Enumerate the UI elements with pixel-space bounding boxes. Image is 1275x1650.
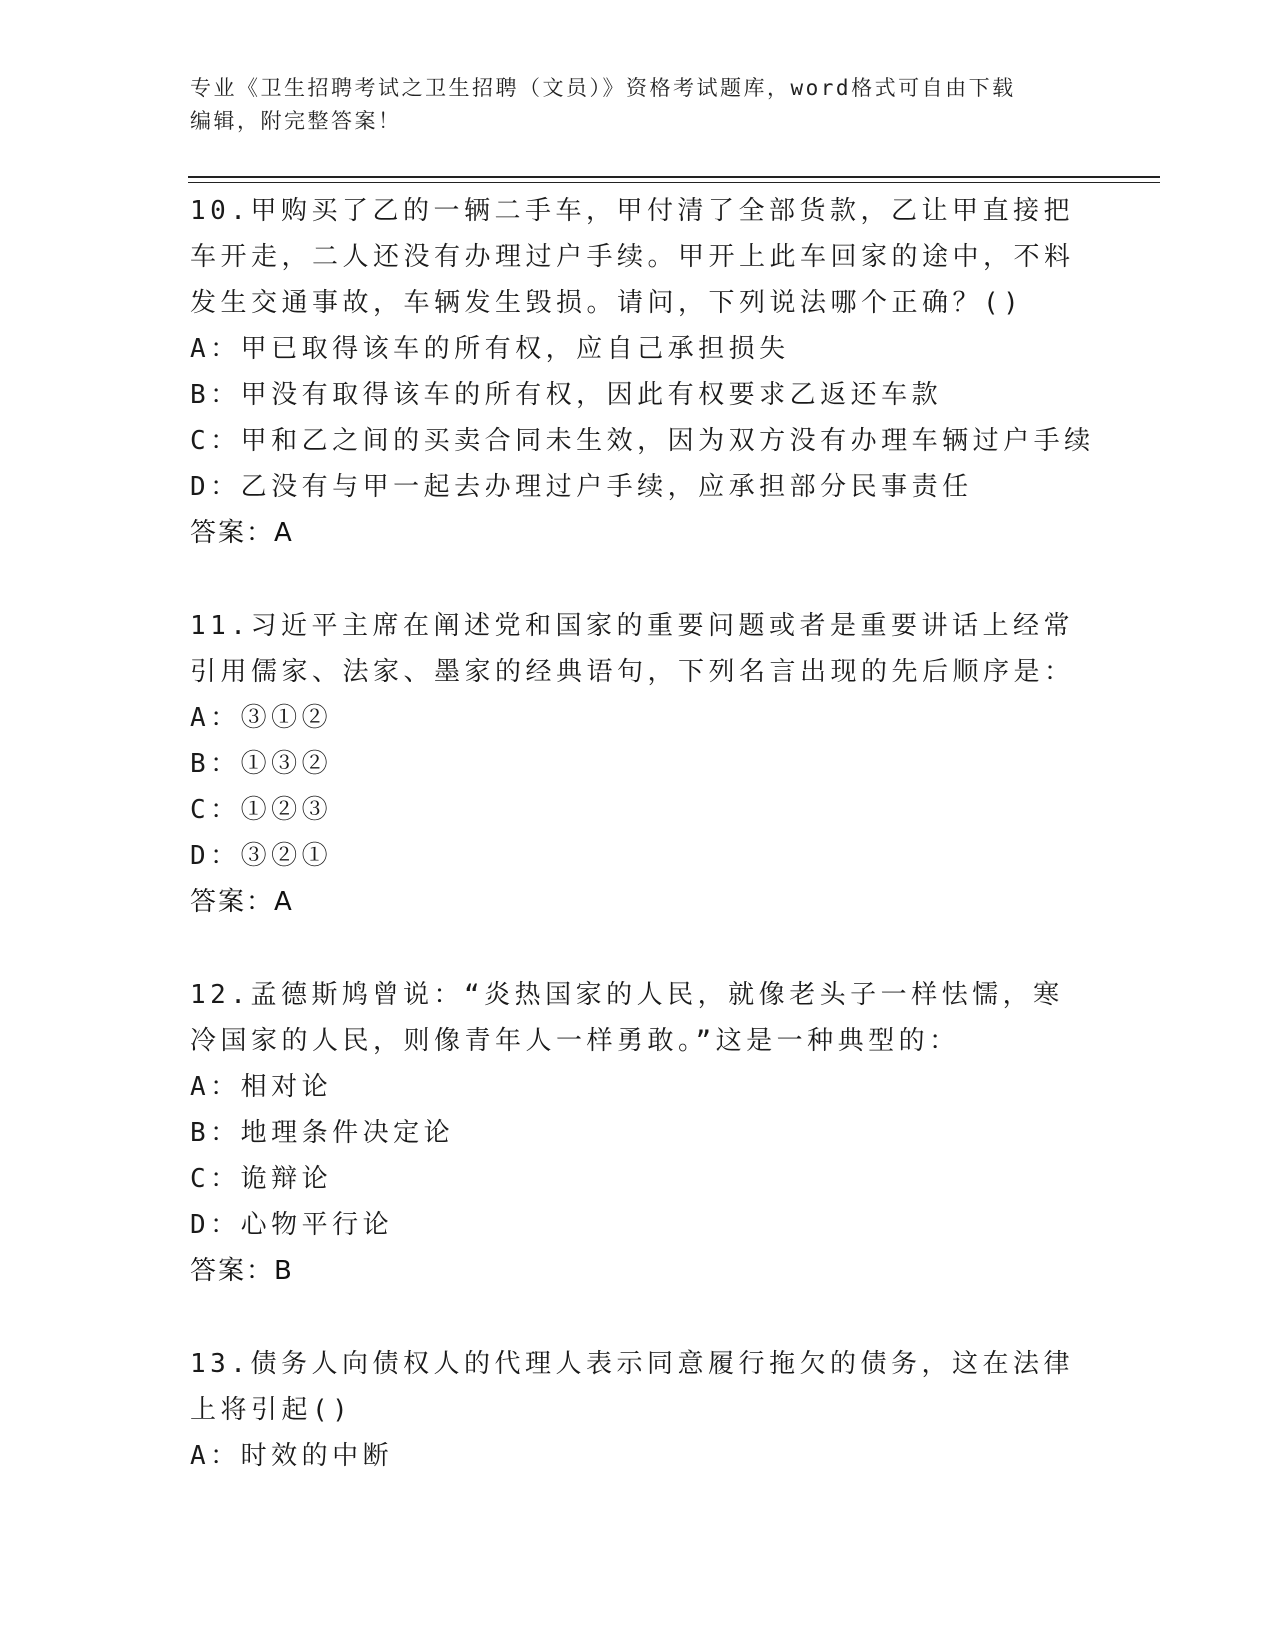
answer-text: 答案：A <box>190 887 294 917</box>
option-b: B：①③② <box>190 749 333 779</box>
option-a: A：相对论 <box>190 1072 333 1102</box>
option-d: D：乙没有与甲一起去办理过户手续，应承担部分民事责任 <box>190 472 973 502</box>
question-text: 10.甲购买了乙的一辆二手车，甲付清了全部货款，乙让甲直接把车开走，二人还没有办理过户手续。甲开上此车回家的途中，不料发生交通事故，车辆发生毁损。请问，下列说法哪个正确？() <box>190 196 1075 318</box>
question-text: 13.债务人向债权人的代理人表示同意履行拖欠的债务，这在法律上将引起() <box>190 1349 1074 1425</box>
option-c: C：诡辩论 <box>190 1164 333 1194</box>
option-a: A：时效的中断 <box>190 1441 394 1471</box>
header-line-2: 编辑，附完整答案！ <box>190 109 402 133</box>
option-d: D：③②① <box>190 841 333 871</box>
question-13 <box>190 1341 1090 1479</box>
option-a: A：③①② <box>190 703 333 733</box>
option-b: B：甲没有取得该车的所有权，因此有权要求乙返还车款 <box>190 380 943 410</box>
question-text: 11.习近平主席在阐述党和国家的重要问题或者是重要讲话上经常引用儒家、法家、墨家的经典语句，下列名言出现的先后顺序是： <box>190 611 1075 687</box>
question-12 <box>190 972 1090 1294</box>
header-line-1: 专业《卫生招聘考试之卫生招聘（文员）》资格考试题库，word格式可自由下载 <box>190 76 1016 100</box>
question-text: 12.孟德斯鸠曾说：“炎热国家的人民，就像老头子一样怯懦，寒冷国家的人民，则像青年人一样勇敢。”这是一种典型的： <box>190 980 1064 1056</box>
page-header <box>190 72 1090 138</box>
option-b: B：地理条件决定论 <box>190 1118 455 1148</box>
question-list <box>190 188 1095 1526</box>
option-c: C：甲和乙之间的买卖合同未生效，因为双方没有办理车辆过户手续 <box>190 426 1095 456</box>
header-divider-thin <box>188 182 1160 183</box>
answer-text: 答案：B <box>190 1256 294 1286</box>
question-10 <box>190 188 1095 556</box>
answer-text: 答案：A <box>190 518 294 548</box>
question-11 <box>190 603 1090 925</box>
header-divider-thick <box>188 176 1160 178</box>
option-d: D：心物平行论 <box>190 1210 394 1240</box>
option-c: C：①②③ <box>190 795 333 825</box>
option-a: A：甲已取得该车的所有权，应自己承担损失 <box>190 334 790 364</box>
